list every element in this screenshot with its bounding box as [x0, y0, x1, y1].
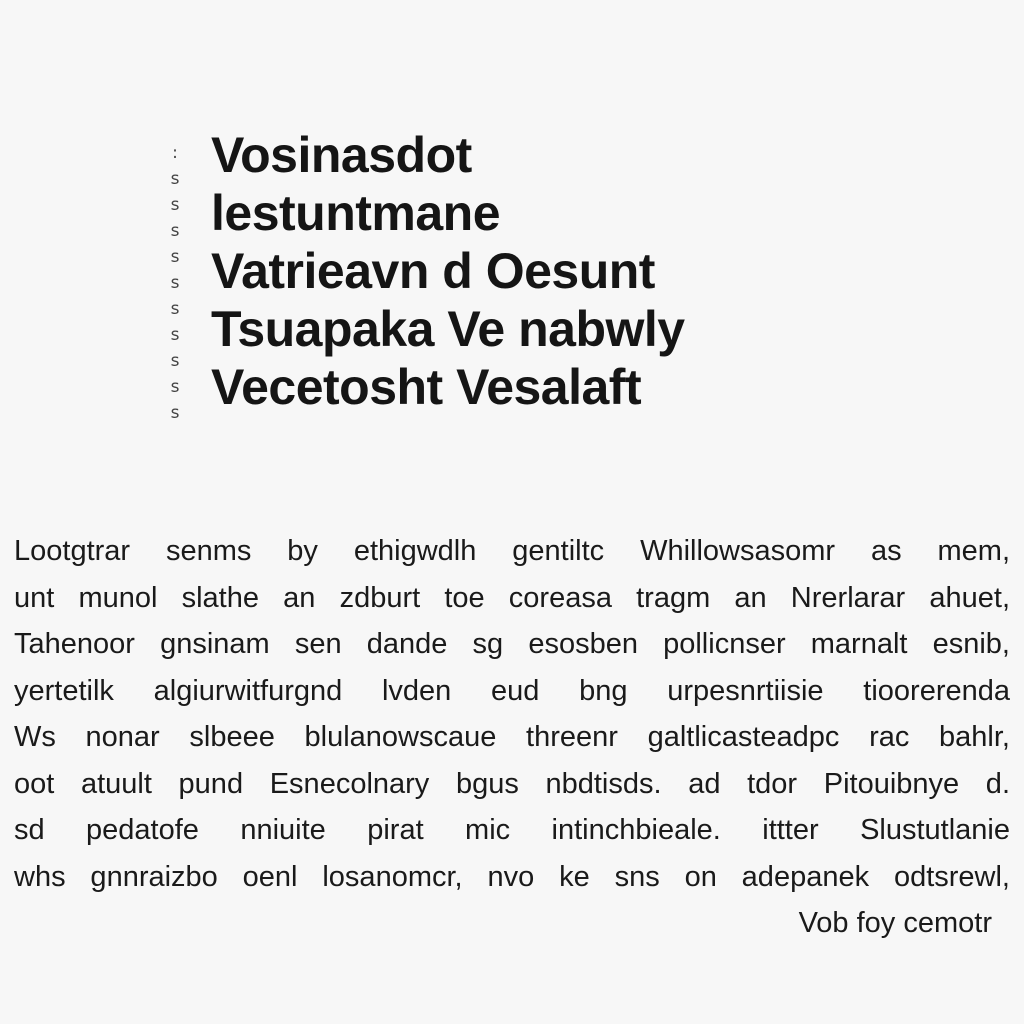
body-line: Tahenoor gnsinam sen dande sg esosben pollicnser marnalt esnib,: [14, 628, 1010, 660]
body-line: Vob foy cemotr: [798, 907, 992, 939]
side-mark: s: [170, 195, 180, 215]
side-mark: s: [170, 299, 180, 319]
body-line: Ws nonar slbeee blulanowscaue threenr galtlicasteadpc rac bahlr,: [14, 721, 1010, 753]
side-mark: s: [170, 273, 180, 293]
headline-line: Vatrieavn d Oesunt: [211, 243, 655, 299]
headline-line: Vecetosht Vesalaft: [211, 359, 642, 415]
side-mark: :: [172, 143, 178, 163]
side-mark: s: [170, 221, 180, 241]
body-line: oot atuult pund Esnecolnary bgus nbdtisds. ad tdor Pitouibnye d.: [14, 767, 1010, 800]
side-mark: s: [170, 169, 180, 189]
side-mark: s: [170, 247, 180, 267]
body-line: unt munol slathe an zdburt toe coreasa tragm an Nrerlarar ahuet,: [14, 581, 1010, 614]
body-line: whs gnnraizbo oenl losanomcr, nvo ke sns on adepanek odtsrewl,: [14, 860, 1010, 893]
side-mark: s: [170, 325, 180, 345]
body-line: sd pedatofe nniuite pirat mic intinchbieale. ittter Slustutlanie: [14, 814, 1010, 846]
side-margin-marks: [166, 140, 184, 430]
headline-line: Tsuapaka Ve nabwly: [211, 301, 685, 357]
body-line: yertetilk algiurwitfurgnd lvden eud bng urpesnrtiisie tioorerenda: [14, 674, 1010, 707]
headline-line: Vosinasdot: [211, 127, 472, 183]
body-paragraph: [14, 528, 1010, 947]
side-mark: s: [170, 351, 180, 371]
side-mark: s: [170, 403, 180, 423]
headline-line: lestuntmane: [211, 185, 501, 241]
headline-block: [211, 126, 851, 416]
body-line: Lootgtrar senms by ethigwdlh gentiltc Whillowsasomr as mem,: [14, 535, 1010, 567]
side-mark: s: [170, 377, 180, 397]
